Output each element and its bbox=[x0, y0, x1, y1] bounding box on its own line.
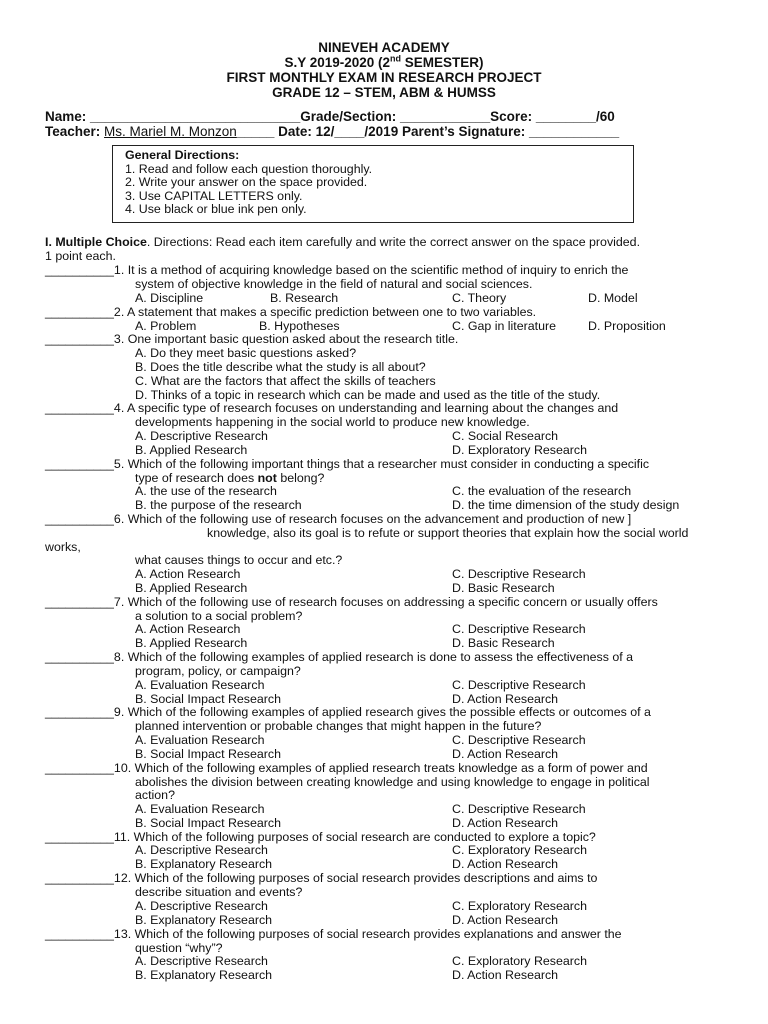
answer-choice: C. Gap in literature bbox=[452, 319, 556, 333]
answer-choice: B. Explanatory Research bbox=[135, 857, 273, 871]
question-text: __________9. Which of the following examples of applied research gives the possible effects or outcomes of a bbox=[45, 705, 651, 719]
question-text: __________10. Which of the following examples of applied research treats knowledge as a form of power and bbox=[45, 761, 648, 775]
question-text: abolishes the division between creating knowledge and using knowledge to engage in political bbox=[135, 775, 650, 789]
answer-choice: D. Action Research bbox=[452, 968, 559, 982]
teacher-info-line: Teacher: Ms. Mariel M. Monzon_____ Date: 12/____/2019 Parent’s Signature: ____________ bbox=[45, 124, 620, 139]
answer-blank[interactable]: __________ bbox=[45, 595, 114, 609]
answer-choice: C. Descriptive Research bbox=[452, 733, 586, 747]
grade-section-field[interactable]: ____________ bbox=[400, 109, 491, 124]
answer-choice: D. Action Research bbox=[452, 913, 559, 927]
question-text: __________3. One important basic question asked about the research title. bbox=[45, 332, 459, 346]
answer-choice: B. Does the title describe what the study is all about? bbox=[135, 360, 426, 374]
answer-blank[interactable]: __________ bbox=[45, 871, 114, 885]
answer-choice: C. Descriptive Research bbox=[452, 567, 586, 581]
answer-blank[interactable]: __________ bbox=[45, 512, 114, 526]
answer-choice: D. Action Research bbox=[452, 692, 559, 706]
answer-choice: A. Descriptive Research bbox=[135, 954, 268, 968]
answer-choice: A. Action Research bbox=[135, 622, 241, 636]
answer-choice: A. Evaluation Research bbox=[135, 733, 265, 747]
direction-item: 4. Use black or blue ink pen only. bbox=[125, 202, 307, 217]
answer-choice: A. Do they meet basic questions asked? bbox=[135, 346, 357, 360]
answer-choice: A. Problem bbox=[135, 319, 197, 333]
answer-blank[interactable]: __________ bbox=[45, 705, 114, 719]
question-text: what causes things to occur and etc.? bbox=[135, 553, 343, 567]
question-text: developments happening in the social world to produce new knowledge. bbox=[135, 415, 530, 429]
question-text: __________13. Which of the following purposes of social research provides explanations and answer the bbox=[45, 927, 622, 941]
answer-blank[interactable]: __________ bbox=[45, 830, 114, 844]
answer-choice: B. Hypotheses bbox=[259, 319, 340, 333]
question-text: knowledge, also its goal is to refute or support theories that explain how the social world bbox=[207, 526, 689, 540]
question-text: __________5. Which of the following important things that a researcher must consider in conducting a specific bbox=[45, 457, 650, 471]
general-directions-box bbox=[112, 145, 634, 223]
answer-blank[interactable]: __________ bbox=[45, 650, 114, 664]
answer-choice: D. Action Research bbox=[452, 857, 559, 871]
answer-choice: B. Research bbox=[270, 291, 339, 305]
parent-signature-field[interactable]: ____________ bbox=[528, 124, 620, 139]
question-text: planned intervention or probable changes that might happen in the future? bbox=[135, 719, 542, 733]
answer-blank[interactable]: __________ bbox=[45, 401, 114, 415]
answer-choice: B. Explanatory Research bbox=[135, 968, 273, 982]
answer-choice: A. Descriptive Research bbox=[135, 429, 268, 443]
answer-blank[interactable]: __________ bbox=[45, 305, 114, 319]
answer-choice: C. Descriptive Research bbox=[452, 678, 586, 692]
answer-choice: C. Theory bbox=[452, 291, 507, 305]
answer-choice: A. Descriptive Research bbox=[135, 843, 268, 857]
answer-choice: A. Descriptive Research bbox=[135, 899, 268, 913]
answer-blank[interactable]: __________ bbox=[45, 761, 114, 775]
question-text: a solution to a social problem? bbox=[135, 609, 303, 623]
answer-choice: B. Social Impact Research bbox=[135, 747, 281, 761]
school-year: S.Y 2019-2020 (2nd SEMESTER) bbox=[284, 53, 484, 70]
question-text: __________12. Which of the following purposes of social research provides descriptions and aims to bbox=[45, 871, 598, 885]
answer-blank[interactable]: __________ bbox=[45, 927, 114, 941]
answer-choice: B. the purpose of the research bbox=[135, 498, 302, 512]
answer-choice: B. Explanatory Research bbox=[135, 913, 273, 927]
answer-blank[interactable]: __________ bbox=[45, 332, 114, 346]
question-text: __________1. It is a method of acquiring knowledge based on the scientific method of inquiry to enrich the bbox=[45, 263, 629, 277]
question-text: __________4. A specific type of research focuses on understanding and learning about the changes and bbox=[45, 401, 619, 415]
answer-choice: A. Evaluation Research bbox=[135, 678, 265, 692]
direction-item: 3. Use CAPITAL LETTERS only. bbox=[125, 188, 303, 203]
answer-choice: B. Applied Research bbox=[135, 581, 248, 595]
answer-choice: D. Action Research bbox=[452, 747, 559, 761]
answer-choice: B. Applied Research bbox=[135, 636, 248, 650]
name-field[interactable]: ____________________________ bbox=[90, 109, 301, 124]
question-text: action? bbox=[135, 788, 175, 802]
answer-choice: B. Social Impact Research bbox=[135, 692, 281, 706]
answer-choice: A. Action Research bbox=[135, 567, 241, 581]
answer-choice: D. Exploratory Research bbox=[452, 443, 587, 457]
question-text: __________11. Which of the following purposes of social research are conducted to explore a topic? bbox=[45, 830, 596, 844]
section-heading: I. Multiple Choice. Directions: Read each item carefully and write the correct answer on the space provided. bbox=[45, 235, 641, 249]
answer-choice: C. Descriptive Research bbox=[452, 802, 586, 816]
question-text: type of research does not belong? bbox=[135, 471, 325, 485]
answer-choice: C. Exploratory Research bbox=[452, 899, 587, 913]
direction-item: 1. Read and follow each question thoroughly. bbox=[125, 161, 373, 176]
grade-level: GRADE 12 – STEM, ABM & HUMSS bbox=[272, 85, 496, 100]
question-text: __________7. Which of the following use of research focuses on addressing a specific concern or usually offers bbox=[45, 595, 658, 609]
question-text: question “why”? bbox=[135, 941, 223, 955]
answer-choice: A. the use of the research bbox=[135, 484, 277, 498]
answer-choice: C. What are the factors that affect the skills of teachers bbox=[135, 374, 436, 388]
answer-choice: A. Discipline bbox=[135, 291, 204, 305]
question-text: works, bbox=[45, 540, 81, 554]
answer-choice: C. Exploratory Research bbox=[452, 954, 587, 968]
directions-title: General Directions: bbox=[125, 148, 240, 162]
answer-choice: D. Thinks of a topic in research which can be made and used as the title of the study. bbox=[135, 388, 601, 402]
question-text: program, policy, or campaign? bbox=[135, 664, 301, 678]
date-field[interactable]: Date: 12/____/2019 bbox=[274, 124, 402, 139]
question-text: __________8. Which of the following examples of applied research is done to assess the effectiveness of a bbox=[45, 650, 634, 664]
student-info-line: Name: ____________________________Grade/Section: ____________Score: ________/60 bbox=[45, 109, 615, 124]
points-note: 1 point each. bbox=[45, 249, 116, 263]
question-text: __________6. Which of the following use of research focuses on the advancement and production of new ] bbox=[45, 512, 632, 526]
answer-choice: D. Model bbox=[588, 291, 638, 305]
exam-title: FIRST MONTHLY EXAM IN RESEARCH PROJECT bbox=[226, 70, 542, 85]
answer-choice: C. Exploratory Research bbox=[452, 843, 587, 857]
answer-choice: D. Basic Research bbox=[452, 636, 555, 650]
score-field[interactable]: ________ bbox=[535, 109, 596, 124]
school-name: NINEVEH ACADEMY bbox=[318, 40, 450, 55]
answer-blank[interactable]: __________ bbox=[45, 457, 114, 471]
answer-choice: C. Social Research bbox=[452, 429, 559, 443]
answer-choice: D. Proposition bbox=[588, 319, 666, 333]
answer-choice: C. Descriptive Research bbox=[452, 622, 586, 636]
direction-item: 2. Write your answer on the space provided. bbox=[125, 175, 368, 190]
answer-choice: D. the time dimension of the study design bbox=[452, 498, 680, 512]
answer-choice: B. Applied Research bbox=[135, 443, 248, 457]
answer-blank[interactable]: __________ bbox=[45, 263, 114, 277]
answer-choice: B. Social Impact Research bbox=[135, 816, 281, 830]
teacher-name: Ms. Mariel M. Monzon bbox=[104, 124, 237, 139]
answer-choice: D. Action Research bbox=[452, 816, 559, 830]
answer-choice: D. Basic Research bbox=[452, 581, 555, 595]
answer-choice: A. Evaluation Research bbox=[135, 802, 265, 816]
question-text: describe situation and events? bbox=[135, 885, 303, 899]
answer-choice: C. the evaluation of the research bbox=[452, 484, 632, 498]
question-text: system of objective knowledge in the field of natural and social sciences. bbox=[135, 277, 533, 291]
question-text: __________2. A statement that makes a specific prediction between one to two variables. bbox=[45, 305, 537, 319]
